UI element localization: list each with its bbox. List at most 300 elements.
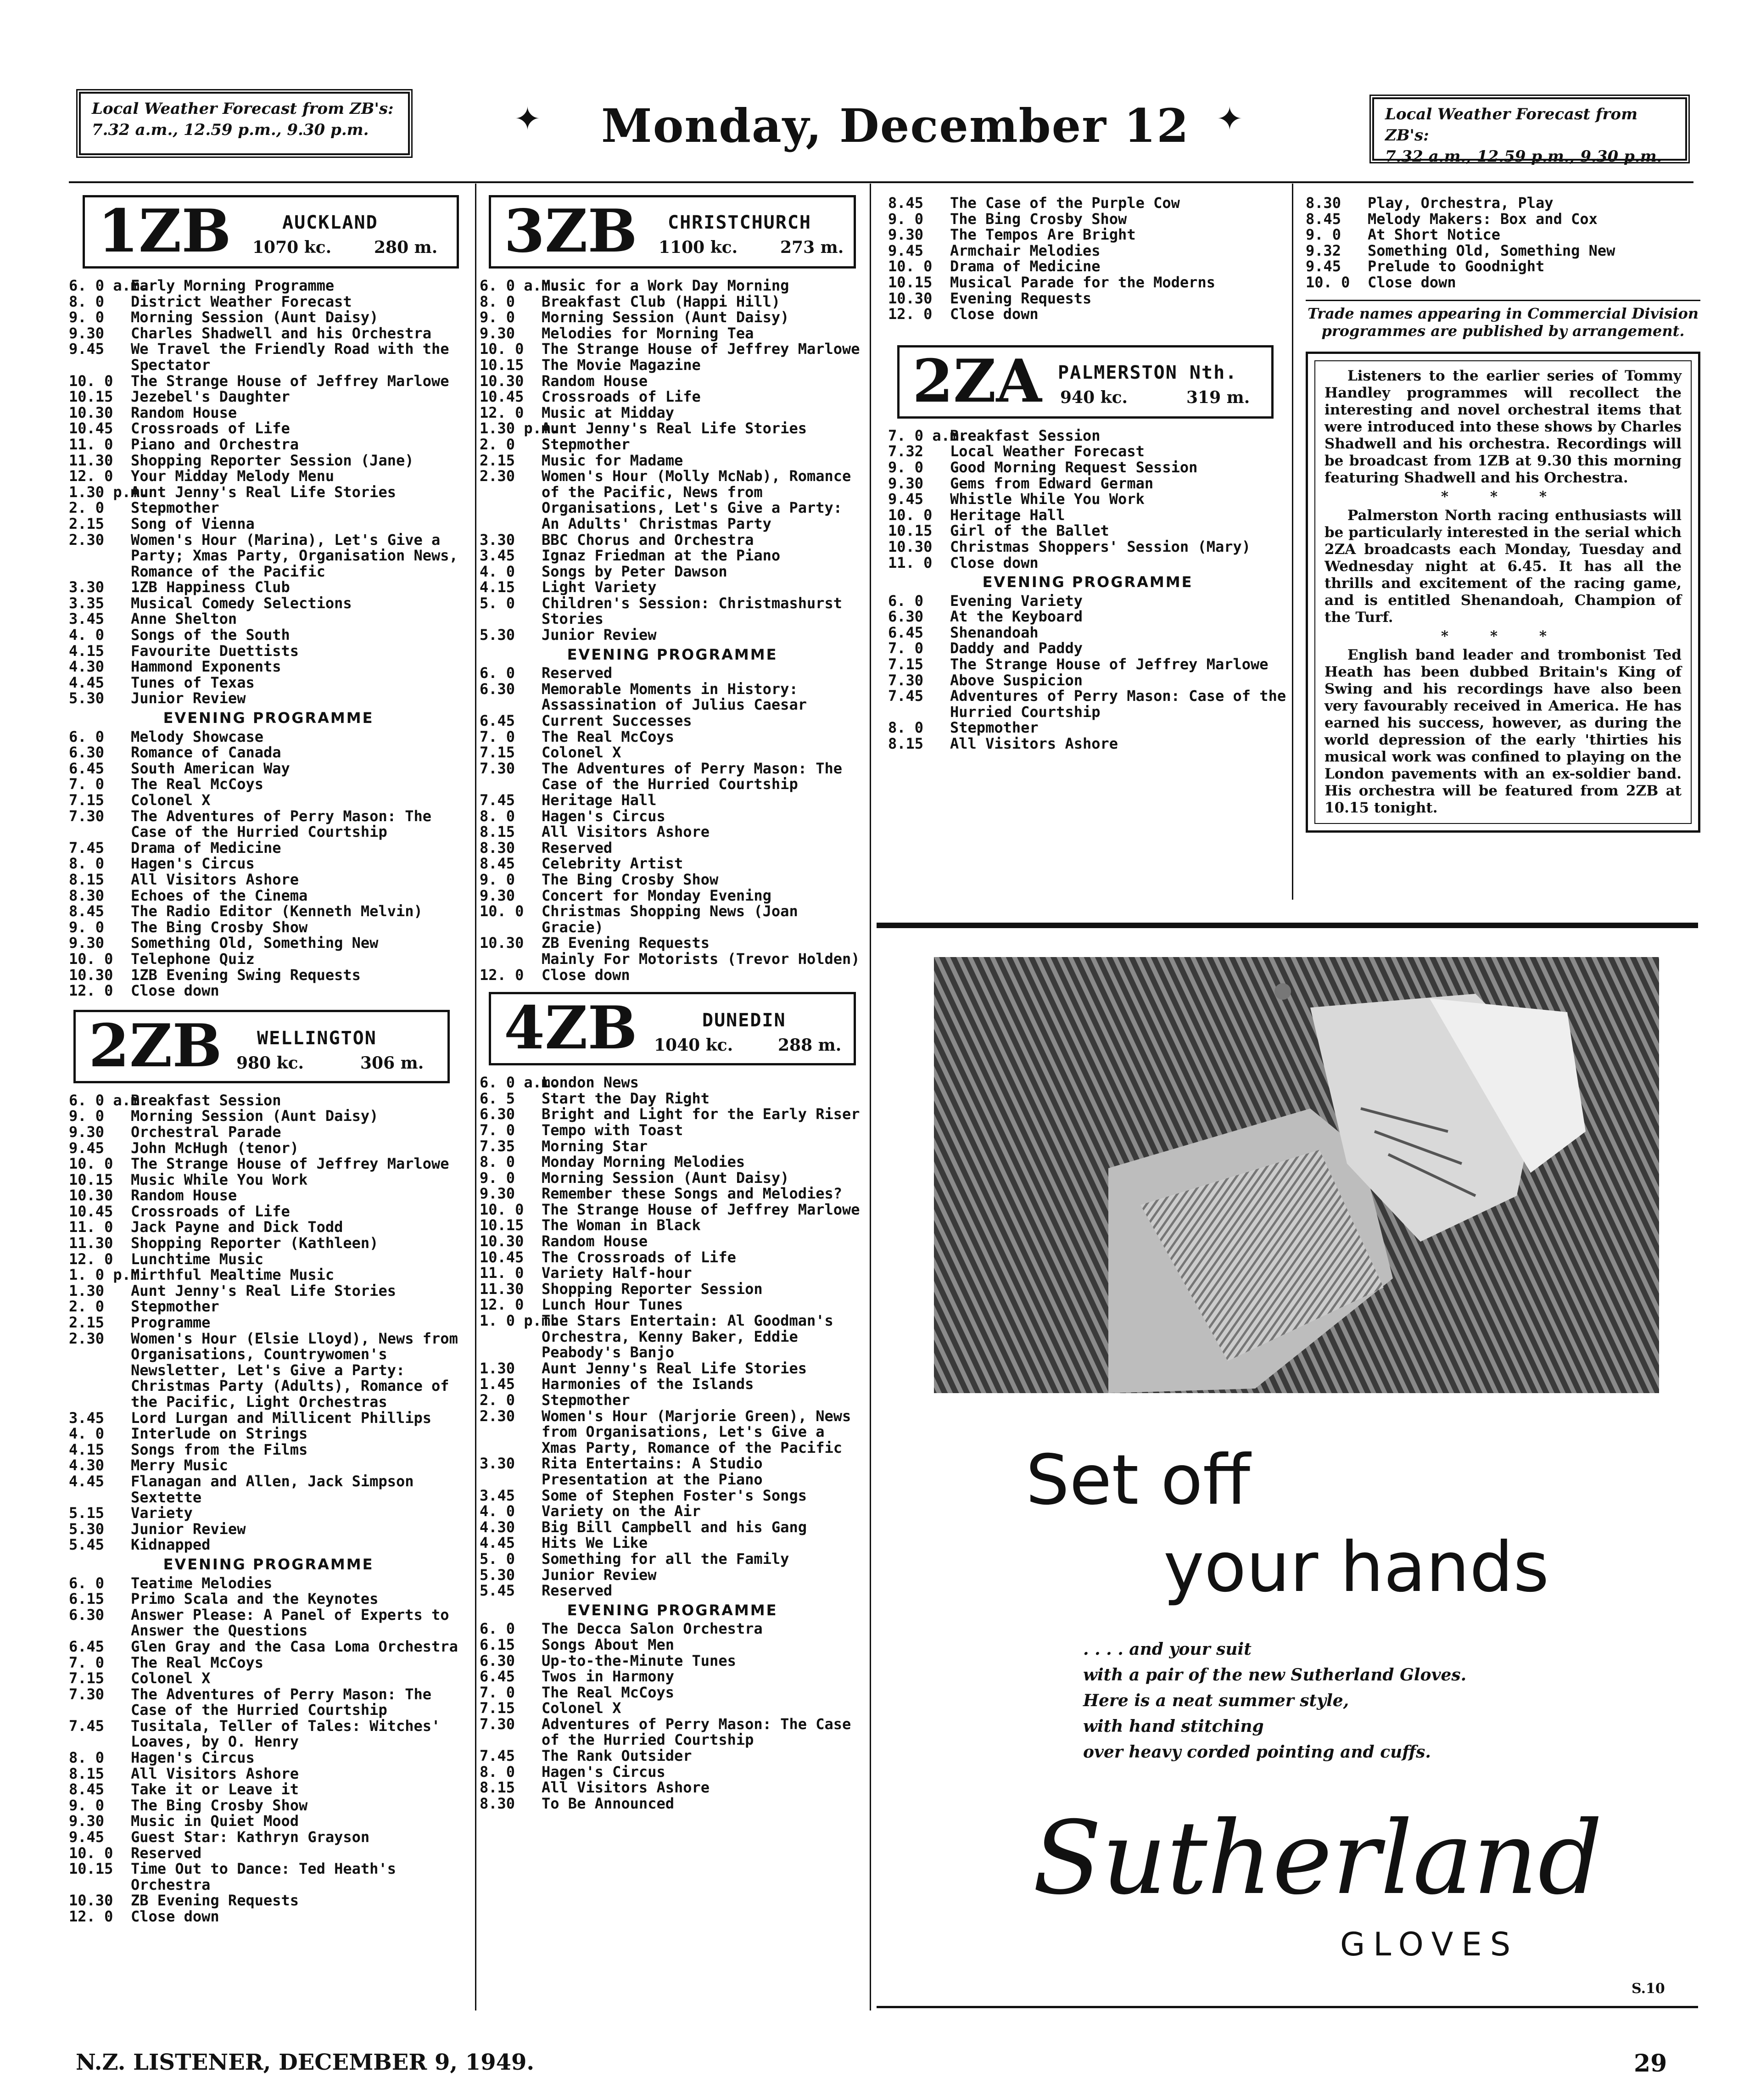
schedule-time: 6. 0: [69, 728, 105, 745]
weather-box-right: [1372, 97, 1687, 166]
schedule-row: [480, 1091, 865, 1107]
schedule-programme: The Bing Crosby Show: [131, 918, 308, 936]
weather-line-2: 7.32 a.m., 12.59 p.m., 9.30 p.m.: [1385, 147, 1662, 166]
schedule-row: [480, 548, 865, 564]
schedule-programme: To Be Announced: [542, 1794, 674, 1812]
schedule-programme: Song of Vienna: [131, 515, 255, 532]
schedule-time: 8.45: [69, 1781, 105, 1798]
schedule-programme: Above Suspicion: [950, 671, 1083, 689]
schedule-programme: Twos in Harmony: [542, 1668, 674, 1686]
station-wavelength: 273 m.: [780, 238, 844, 257]
schedule-row: [69, 1893, 468, 1909]
schedule-row: [480, 1621, 865, 1637]
schedule-row: [480, 808, 865, 824]
schedule-programme: All Visitors Ashore: [542, 1779, 710, 1797]
schedule-time: 10.15: [480, 356, 524, 374]
schedule-time: 6. 0 a.m.: [69, 277, 149, 294]
schedule-programme: The Real McCoys: [542, 728, 674, 745]
schedule-time: 6.15: [69, 1590, 105, 1608]
schedule-row: [888, 539, 1287, 555]
schedule-row: [888, 625, 1287, 641]
schedule-time: 4.45: [69, 1472, 105, 1490]
schedule-time: 6. 0 a.m.: [480, 277, 559, 294]
schedule-row: [69, 1813, 468, 1829]
schedule-row: [69, 1505, 468, 1521]
schedule-time: 4.30: [69, 658, 105, 676]
schedule-programme: Answer Please: A Panel of Experts to Answer the Questions: [131, 1606, 449, 1640]
schedule-time: 4.45: [480, 1534, 515, 1552]
schedule-programme: Stepmother: [131, 1298, 219, 1316]
schedule-list-4zb-continued: [1306, 195, 1700, 291]
schedule-row: [69, 1124, 468, 1140]
schedule-row: [480, 951, 865, 967]
evening-heading: EVENING PROGRAMME: [982, 573, 1193, 591]
note-paragraph: Palmerston North racing enthusiasts will be particularly interested in the serial which 2ZA broadcasts each Monday, Tuesday and Wednesday night at 6.45. It has all the thrills and excitement of the racing game, and is entitled Shenandoah, Champion of the Turf.: [1324, 507, 1682, 626]
schedule-programme: The Bing Crosby Show: [131, 1796, 308, 1814]
schedule-time: 6. 0: [480, 1620, 515, 1638]
schedule-programme: Armchair Melodies: [950, 241, 1101, 259]
schedule-row: [888, 211, 1287, 227]
advert-copy-line: . . . . and your suit: [1083, 1640, 1252, 1659]
evening-heading: EVENING PROGRAMME: [567, 1601, 778, 1619]
schedule-row: [69, 1331, 468, 1410]
schedule-programme: Charles Shadwell and his Orchestra: [131, 324, 432, 342]
schedule-row: [480, 595, 865, 627]
schedule-time: 10. 0: [69, 950, 113, 968]
schedule-programme: Ignaz Friedman at the Piano: [542, 547, 781, 565]
schedule-row: [69, 1442, 468, 1458]
schedule-time: 9. 0: [888, 210, 924, 228]
schedule-programme: Random House: [131, 1187, 237, 1204]
schedule-row: [480, 1233, 865, 1249]
schedule-programme: London News: [542, 1074, 639, 1092]
schedule-time: 7.15: [888, 655, 924, 673]
schedule-programme: At Short Notice: [1368, 226, 1500, 244]
schedule-row: [480, 532, 865, 548]
schedule-time: 2.15: [480, 451, 515, 469]
schedule-programme: ZB Evening Requests: [131, 1892, 299, 1910]
schedule-programme: Guest Star: Kathryn Grayson: [131, 1828, 370, 1846]
schedule-row: [69, 856, 468, 872]
header-rule: [69, 181, 1693, 183]
schedule-time: 7. 0: [480, 1121, 515, 1139]
schedule-time: 10.15: [888, 522, 933, 540]
schedule-programme: Musical Parade for the Moderns: [950, 273, 1215, 291]
schedule-row: [69, 437, 468, 453]
schedule-row: [69, 1092, 468, 1109]
schedule-row: [480, 1700, 865, 1716]
schedule-time: 4. 0: [69, 1425, 105, 1443]
schedule-row: [1306, 227, 1700, 243]
schedule-row: [480, 681, 865, 713]
station-header-3zb: [489, 195, 856, 269]
schedule-programme: Children's Session: Christmashurst Stories: [542, 594, 843, 628]
schedule-row: [69, 1426, 468, 1442]
schedule-programme: Close down: [950, 554, 1039, 571]
schedule-programme: Women's Hour (Marjorie Green), News from Organisations, Let's Give a Xmas Party, Romance of the Pacific: [542, 1407, 851, 1456]
schedule-time: 8. 0: [888, 719, 924, 737]
schedule-row: [480, 389, 865, 405]
schedule-programme: Stepmother: [542, 435, 630, 453]
schedule-row: [888, 195, 1287, 211]
schedule-programme: The Strange House of Jeffrey Marlowe: [131, 1155, 449, 1173]
schedule-programme: We Travel the Friendly Road with the Spectator: [131, 340, 449, 374]
schedule-time: 3.30: [480, 531, 515, 549]
schedule-row: [69, 278, 468, 294]
schedule-row: [480, 564, 865, 580]
schedule-programme: Favourite Duettists: [131, 642, 299, 660]
schedule-time: 8.45: [888, 194, 924, 212]
schedule-row: [69, 1861, 468, 1893]
schedule-row: [480, 1075, 865, 1091]
schedule-time: 7.45: [69, 839, 105, 857]
schedule-row: [480, 579, 865, 595]
schedule-programme: Music at Midday: [542, 403, 674, 421]
schedule-time: 2.30: [69, 1329, 105, 1347]
schedule-row: [69, 1251, 468, 1267]
station-city: WELLINGTON: [257, 1027, 377, 1049]
schedule-row: [69, 840, 468, 856]
schedule-row: [480, 468, 865, 532]
schedule-time: 9. 0: [69, 1796, 105, 1814]
schedule-row: [480, 1186, 865, 1202]
schedule-programme: Early Morning Programme: [131, 277, 335, 294]
schedule-time: 6. 0: [480, 664, 515, 682]
schedule-programme: Primo Scala and the Keynotes: [131, 1590, 379, 1608]
schedule-programme: Big Bill Campbell and his Gang: [542, 1518, 807, 1536]
weather-line-1: Local Weather Forecast from ZB's:: [92, 100, 394, 118]
schedule-time: 12. 0: [69, 467, 113, 485]
schedule-time: 9.30: [69, 934, 105, 952]
station-call: 2ZA: [912, 347, 1042, 416]
schedule-programme: The Woman in Black: [542, 1216, 701, 1234]
schedule-row: [888, 476, 1287, 492]
schedule-programme: Shopping Reporter (Kathleen): [131, 1234, 379, 1252]
schedule-programme: Morning Session (Aunt Daisy): [542, 308, 789, 326]
schedule-programme: Colonel X: [542, 744, 621, 762]
schedule-programme: At the Keyboard: [950, 608, 1083, 626]
schedule-time: 1.45: [480, 1375, 515, 1393]
schedule-time: 6.30: [480, 680, 515, 698]
schedule-time: 10.30: [69, 966, 113, 984]
schedule-programme: Morning Session (Aunt Daisy): [131, 1107, 379, 1125]
schedule-row: [69, 808, 468, 840]
schedule-row: [480, 1281, 865, 1297]
schedule-row: [69, 1140, 468, 1156]
schedule-row: [69, 1537, 468, 1553]
schedule-programme: The Strange House of Jeffrey Marlowe: [542, 1200, 860, 1218]
schedule-programme: Daddy and Paddy: [950, 639, 1083, 657]
advert-bottom-rule: [877, 2006, 1698, 2008]
schedule-time: 10.45: [480, 1248, 524, 1266]
schedule-row: [480, 1780, 865, 1796]
schedule-programme: All Visitors Ashore: [131, 870, 299, 888]
schedule-programme: Women's Hour (Marina), Let's Give a Party; Xmas Party, Organisation News, Romance of the Pacific: [131, 531, 458, 580]
schedule-programme: Good Morning Request Session: [950, 458, 1198, 476]
schedule-time: 7. 0: [888, 639, 924, 657]
advert-headline-1: Set off: [1026, 1440, 1251, 1520]
schedule-row: [888, 736, 1287, 752]
schedule-time: 9. 0: [69, 1107, 105, 1125]
schedule-time: 9.45: [1306, 258, 1341, 275]
schedule-row: [69, 1766, 468, 1782]
schedule-row: [1306, 195, 1700, 211]
schedule-time: 4.30: [69, 1456, 105, 1474]
schedule-programme: Aunt Jenny's Real Life Stories: [542, 1359, 807, 1377]
station-city: PALMERSTON Nth.: [1058, 362, 1238, 383]
schedule-row: [480, 729, 865, 745]
schedule-programme: Take it or Leave it: [131, 1781, 299, 1798]
column-divider: [870, 184, 871, 2010]
schedule-time: 1.30: [480, 1359, 515, 1377]
schedule-time: 10.30: [888, 538, 933, 555]
schedule-time: 7.30: [69, 807, 105, 825]
schedule-row: [69, 729, 468, 745]
schedule-row: [480, 420, 865, 437]
schedule-time: 4. 0: [480, 1502, 515, 1520]
schedule-programme: The Adventures of Perry Mason: The Case of the Hurried Courtship: [131, 807, 432, 841]
schedule-row: [480, 1796, 865, 1812]
schedule-programme: Your Midday Melody Menu: [131, 467, 335, 485]
schedule-programme: Variety: [131, 1504, 193, 1522]
schedule-programme: Junior Review: [542, 626, 657, 644]
schedule-programme: Stepmother: [131, 499, 219, 517]
schedule-row: [69, 309, 468, 325]
schedule-programme: Colonel X: [131, 791, 211, 809]
schedule-row: [888, 291, 1287, 307]
schedule-programme: Songs by Peter Dawson: [542, 562, 727, 580]
schedule-time: 5.30: [69, 689, 105, 707]
schedule-programme: Celebrity Artist: [542, 855, 683, 873]
schedule-time: 2. 0: [480, 435, 515, 453]
schedule-time: 12. 0: [480, 1296, 524, 1314]
schedule-row: [480, 1535, 865, 1551]
evening-list: [480, 665, 865, 983]
schedule-row: [480, 1297, 865, 1313]
schedule-row: [888, 443, 1287, 459]
schedule-row: [888, 640, 1287, 656]
station-call: 3ZB: [504, 197, 637, 266]
schedule-programme: Reserved: [542, 839, 613, 857]
schedule-row: [480, 1202, 865, 1218]
schedule-time: 2.30: [69, 531, 105, 549]
schedule-programme: Anne Shelton: [131, 610, 237, 628]
schedule-programme: Tusitala, Teller of Tales: Witches' Loaves, by O. Henry: [131, 1717, 441, 1751]
schedule-programme: Aunt Jenny's Real Life Stories: [542, 420, 807, 437]
schedule-time: 9. 0: [480, 308, 515, 326]
schedule-row: [480, 840, 865, 856]
schedule-time: 10. 0: [888, 258, 933, 275]
schedule-time: 5.30: [69, 1520, 105, 1538]
schedule-time: 11. 0: [69, 435, 113, 453]
divider: [1306, 291, 1700, 301]
schedule-row: [480, 1653, 865, 1669]
schedule-programme: Melodies for Morning Tea: [542, 324, 754, 342]
evening-list: [888, 593, 1287, 752]
station-call: 2ZB: [89, 1011, 222, 1081]
schedule-time: 8. 0: [480, 292, 515, 310]
schedule-row: [1306, 258, 1700, 274]
schedule-row: [69, 776, 468, 792]
schedule-programme: Mirthful Mealtime Music: [131, 1266, 335, 1284]
schedule-time: 6.30: [69, 744, 105, 762]
schedule-time: 10.30: [480, 934, 524, 952]
schedule-row: [69, 1267, 468, 1283]
schedule-programme: Flanagan and Allen, Jack Simpson Sextette: [131, 1472, 414, 1506]
schedule-time: 9.30: [480, 886, 515, 904]
schedule-programme: The Bing Crosby Show: [950, 210, 1127, 228]
schedule-programme: Light Variety: [542, 578, 657, 596]
schedule-time: 10. 0: [888, 506, 933, 524]
schedule-row: [69, 951, 468, 967]
schedule-programme: Tunes of Texas: [131, 673, 255, 691]
schedule-time: 8.45: [1306, 210, 1341, 228]
station-wavelength: 319 m.: [1186, 387, 1250, 407]
note-paragraph: Listeners to the earlier series of Tommy Handley programmes will recollect the interesting and novel orchestral items that were introduced into these shows by Charles Shadwell and his orchestra. Recordings will be broadcast from 1ZB at 9.30 this morning featuring Shadwell and his Orchestra.: [1324, 367, 1682, 486]
schedule-time: 5. 0: [480, 1550, 515, 1568]
schedule-programme: Heritage Hall: [542, 791, 657, 809]
schedule-row: [480, 1764, 865, 1780]
schedule-programme: Reserved: [542, 1582, 613, 1600]
evening-list: [69, 729, 468, 999]
schedule-programme: Hagen's Circus: [542, 807, 665, 825]
schedule-row: [69, 1235, 468, 1251]
brand-logo-gloves: GLOVES: [1340, 1926, 1519, 1963]
advert-headline-2: your hands: [1163, 1528, 1549, 1607]
schedule-programme: Aunt Jenny's Real Life Stories: [131, 483, 396, 501]
schedule-time: 8.30: [69, 886, 105, 904]
schedule-time: 6.45: [69, 759, 105, 777]
schedule-time: 3.35: [69, 594, 105, 612]
schedule-time: 6.45: [888, 623, 924, 641]
column-divider: [1292, 184, 1293, 900]
schedule-row: [69, 1750, 468, 1766]
schedule-row: [888, 459, 1287, 476]
schedule-programme: Junior Review: [131, 689, 246, 707]
schedule-time: 9.30: [69, 324, 105, 342]
schedule-time: 7. 0: [480, 728, 515, 745]
separator-stars: * * *: [1441, 627, 1565, 644]
schedule-programme: All Visitors Ashore: [950, 735, 1118, 753]
schedule-row: [69, 690, 468, 706]
schedule-time: [480, 951, 542, 967]
schedule-row: [69, 1457, 468, 1473]
schedule-time: 6.45: [69, 1637, 105, 1655]
schedule-row: [480, 1170, 865, 1186]
schedule-row: [69, 500, 468, 516]
schedule-programme: Random House: [131, 403, 237, 421]
station-city: DUNEDIN: [702, 1010, 786, 1031]
schedule-time: 1.30: [69, 1282, 105, 1299]
schedule-row: [69, 1655, 468, 1671]
schedule-row: [69, 1204, 468, 1220]
schedule-row: [69, 872, 468, 888]
schedule-time: 7.15: [69, 1669, 105, 1687]
schedule-programme: Women's Hour (Elsie Lloyd), News from Organisations, Countrywomen's Newsletter, Let's Give a Party: Christmas Party (Adults), Romance of the Pacific, Light Orchestras: [131, 1329, 458, 1411]
schedule-time: 9.30: [69, 1123, 105, 1141]
schedule-programme: The Case of the Purple Cow: [950, 194, 1180, 212]
schedule-row: [888, 672, 1287, 689]
schedule-programme: Something Old, Something New: [131, 934, 379, 952]
schedule-programme: Lunchtime Music: [131, 1250, 263, 1268]
schedule-time: 8.15: [69, 1764, 105, 1782]
schedule-programme: Crossroads of Life: [542, 388, 701, 406]
schedule-programme: Stepmother: [542, 1391, 630, 1409]
schedule-time: 6.30: [69, 1606, 105, 1624]
schedule-time: 9.30: [480, 324, 515, 342]
schedule-row: [888, 688, 1287, 720]
schedule-time: 9. 0: [480, 1169, 515, 1187]
schedule-time: 10. 0: [480, 902, 524, 920]
schedule-time: 12. 0: [480, 403, 524, 421]
schedule-row: [480, 1122, 865, 1138]
schedule-row: [69, 935, 468, 951]
schedule-time: 10.15: [888, 273, 933, 291]
schedule-programme: Close down: [542, 966, 630, 984]
schedule-programme: Hits We Like: [542, 1534, 648, 1552]
schedule-time: 4.30: [480, 1518, 515, 1536]
schedule-time: 5.15: [69, 1504, 105, 1522]
schedule-time: 9.45: [888, 490, 924, 508]
schedule-row: [480, 903, 865, 935]
brand-logo-script: Sutherland: [1033, 1799, 1603, 1917]
schedule-programme: Time Out to Dance: Ted Heath's Orchestra: [131, 1860, 396, 1893]
schedule-programme: The Movie Magazine: [542, 356, 701, 374]
station-header-4zb: [489, 992, 856, 1065]
schedule-row: [69, 1670, 468, 1686]
schedule-programme: Close down: [1368, 273, 1456, 291]
schedule-time: 9. 0: [1306, 226, 1341, 244]
schedule-programme: The Strange House of Jeffrey Marlowe: [950, 655, 1269, 673]
schedule-row: [69, 532, 468, 580]
schedule-programme: Music in Quiet Mood: [131, 1812, 299, 1830]
weather-line-2: 7.32 a.m., 12.59 p.m., 9.30 p.m.: [92, 121, 369, 139]
schedule-row: [69, 294, 468, 310]
schedule-row: [69, 1798, 468, 1814]
schedule-time: 7.45: [480, 791, 515, 809]
schedule-row: [69, 1219, 468, 1235]
schedule-row: [69, 1187, 468, 1204]
schedule-row: [480, 824, 865, 840]
schedule-time: 2. 0: [480, 1391, 515, 1409]
schedule-time: 7. 0: [69, 1653, 105, 1671]
schedule-time: 10.45: [480, 388, 524, 406]
advert-copy-line: Here is a neat summer style,: [1083, 1691, 1349, 1710]
schedule-time: 8.15: [480, 823, 515, 841]
schedule-list: [69, 278, 468, 706]
schedule-programme: Adventures of Perry Mason: Case of the Hurried Courtship: [950, 687, 1286, 721]
programme-notes-box: [1306, 352, 1700, 833]
schedule-time: 7.30: [69, 1685, 105, 1703]
schedule-row: [480, 1138, 865, 1154]
schedule-row: [888, 258, 1287, 274]
schedule-time: 10.30: [69, 1187, 113, 1204]
schedule-time: 8. 0: [69, 292, 105, 310]
schedule-programme: Orchestral Parade: [131, 1123, 281, 1141]
schedule-programme: Crossroads of Life: [131, 420, 290, 437]
schedule-row: [480, 1637, 865, 1653]
schedule-programme: Reserved: [131, 1844, 202, 1862]
schedule-time: 11.30: [480, 1280, 524, 1298]
schedule-time: 4. 0: [480, 562, 515, 580]
schedule-programme: Up-to-the-Minute Tunes: [542, 1652, 736, 1669]
schedule-time: 9. 0: [69, 308, 105, 326]
schedule-programme: The Decca Salon Orchestra: [542, 1620, 763, 1638]
schedule-programme: Breakfast Session: [131, 1091, 281, 1109]
column-2: [480, 195, 865, 1811]
schedule-time: 1. 0 p.m.: [69, 1266, 149, 1284]
schedule-time: 10.30: [69, 1892, 113, 1910]
